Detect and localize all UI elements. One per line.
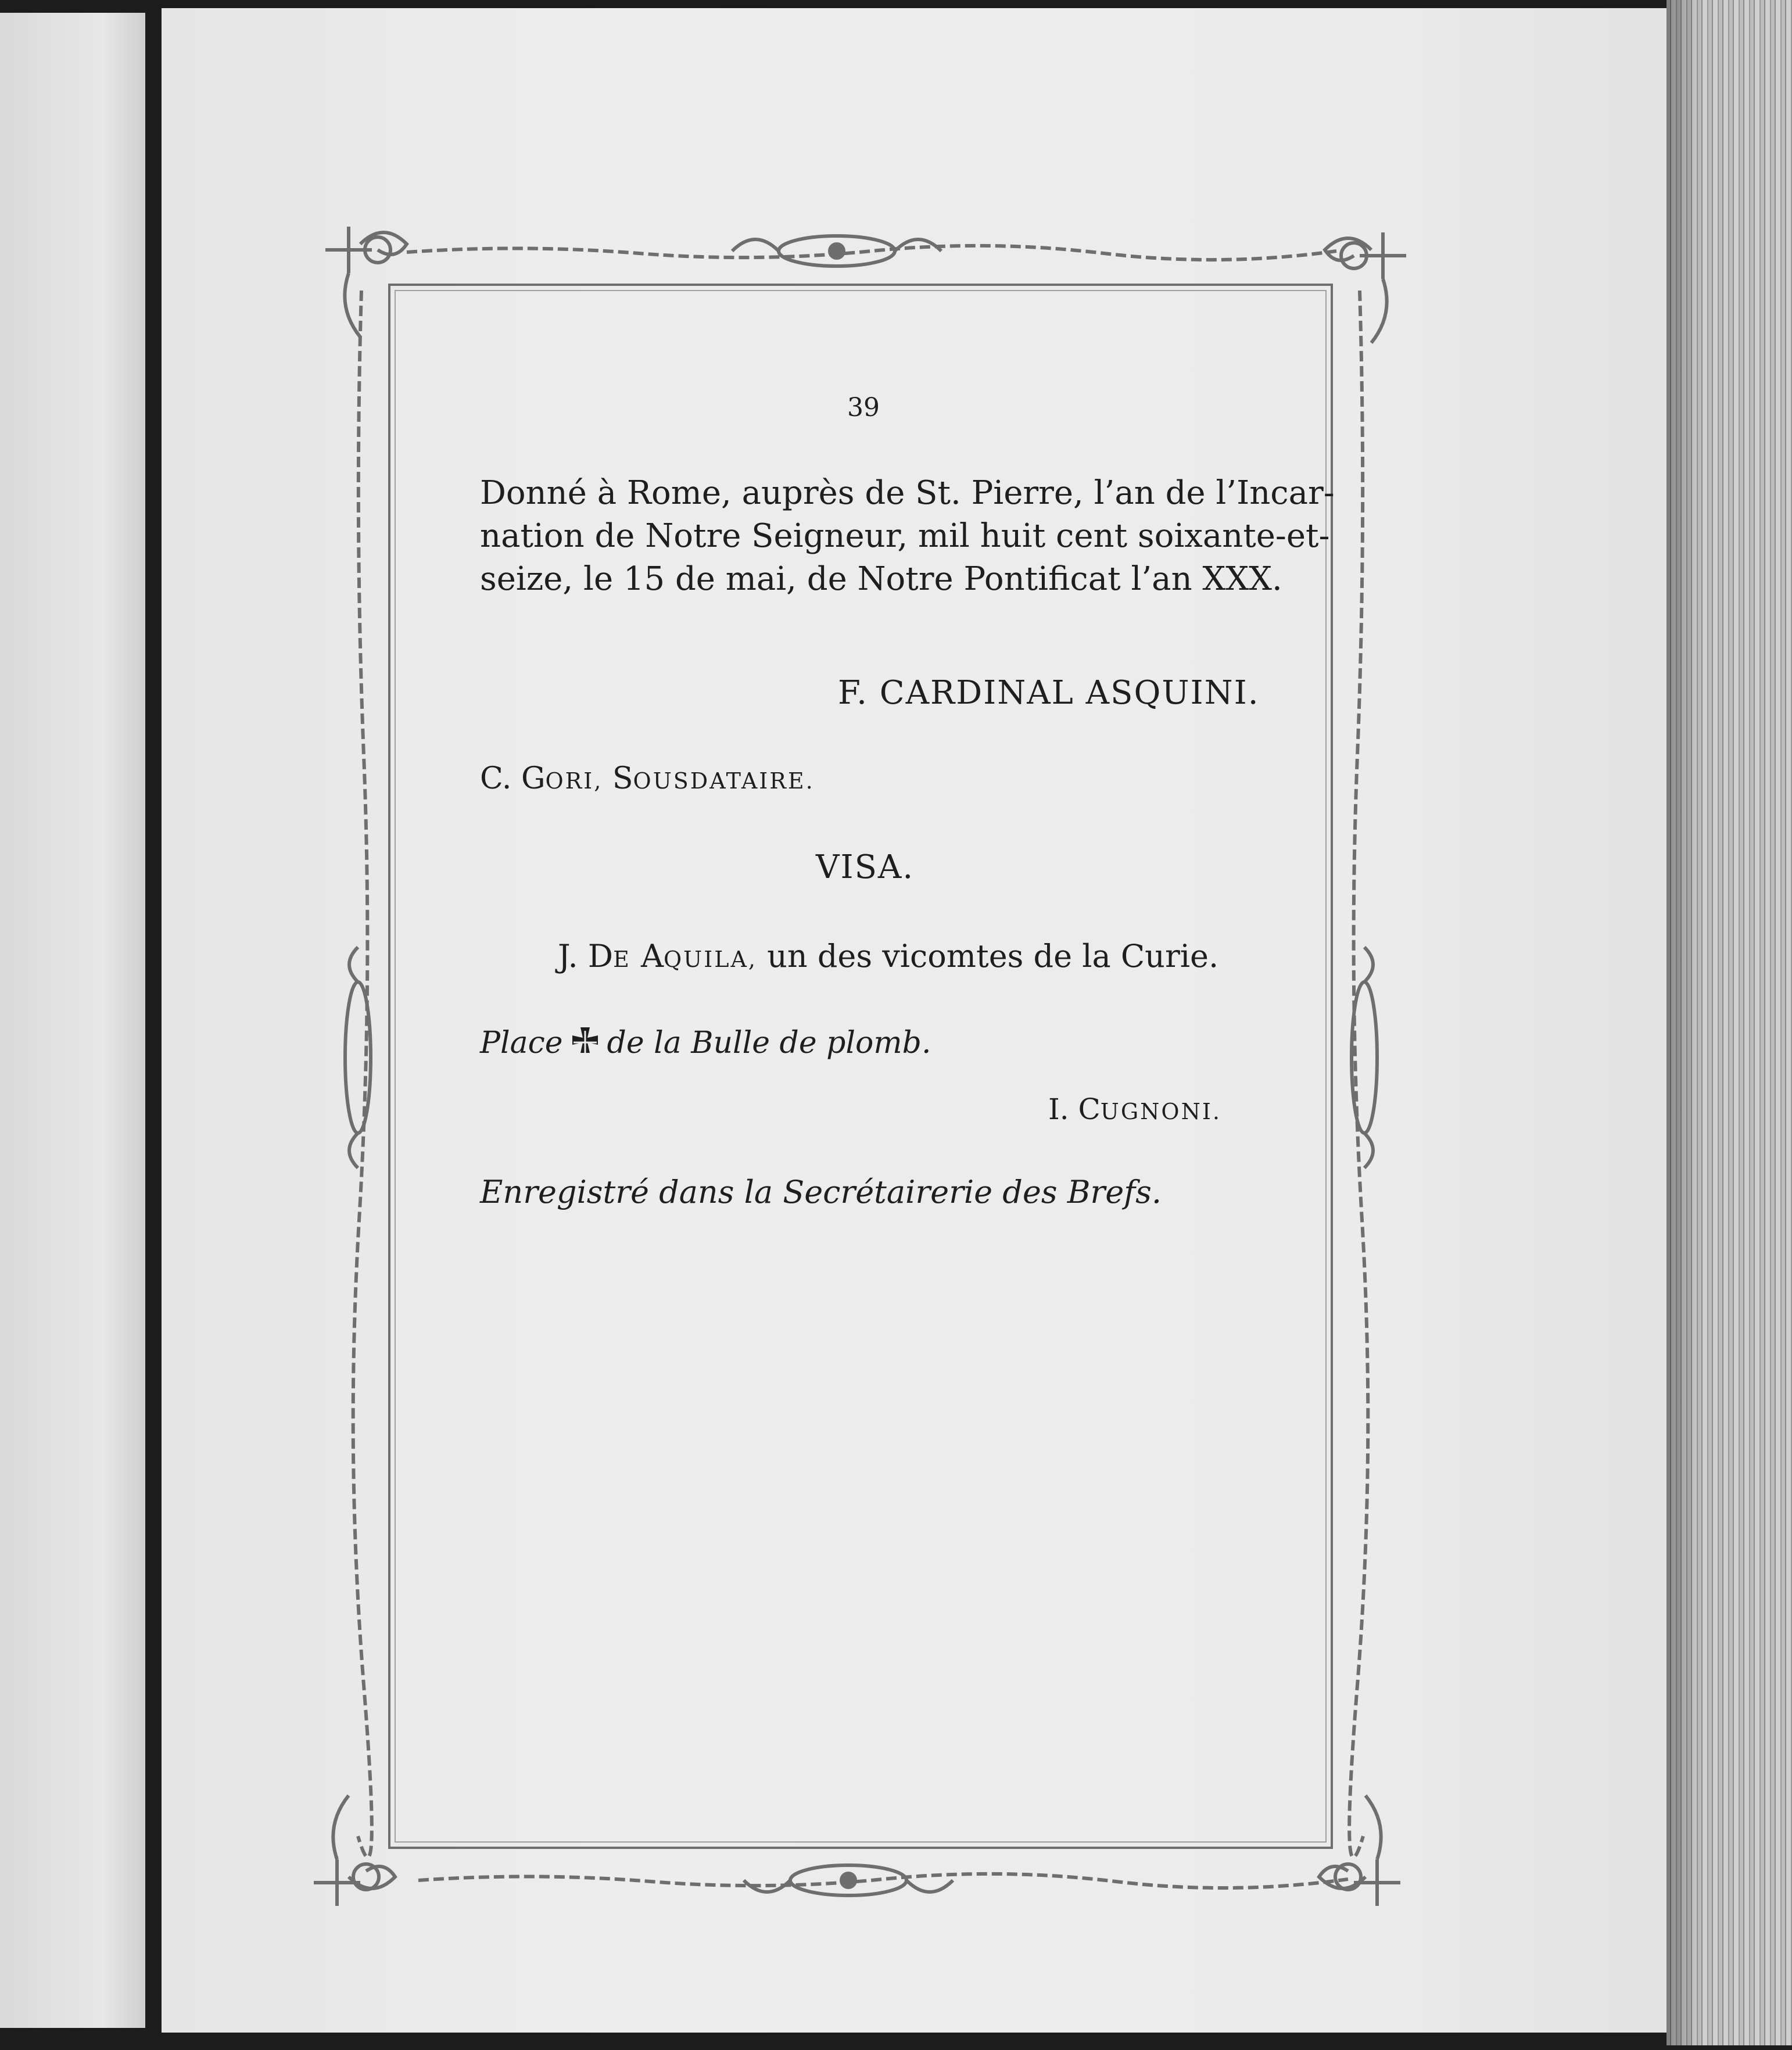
cugnoni-name: UGNONI.: [1100, 1099, 1221, 1124]
visa-heading: VISA.: [816, 848, 915, 886]
aquila-name: QUILA,: [664, 947, 757, 972]
top-center-ornament: [732, 236, 941, 266]
paragraph-line-2: nation de Notre Seigneur, mil huit cent soixante-et-: [480, 517, 1330, 555]
registered-line: Enregistré dans la Secrétairerie des Brefs.: [480, 1174, 1162, 1210]
gori-title-initial: S: [612, 761, 633, 796]
frame-bottom-vine: [418, 1874, 1348, 1888]
frame-top-vine: [407, 246, 1336, 260]
aquila-initial: J. D: [558, 938, 614, 974]
corner-ornament-bottom-left: [314, 1795, 395, 1906]
aquila-space: [631, 938, 641, 974]
aquila-signature: [558, 938, 1218, 974]
cugnoni-initial: I. C: [1048, 1092, 1101, 1126]
aquila-rest: un des vicomtes de la Curie.: [757, 938, 1219, 974]
cardinal-signature: F. CARDINAL ASQUINI.: [838, 674, 1260, 712]
bottom-center-ornament: [744, 1865, 953, 1895]
paragraph-line-1: Donné à Rome, auprès de St. Pierre, l’an de l’Incar-: [480, 474, 1335, 512]
gori-space: [603, 761, 612, 796]
sousdataire-signature: [480, 761, 815, 796]
seal-line-after: de la Bulle de plomb.: [607, 1026, 931, 1060]
gori-name: ORI,: [545, 768, 603, 794]
page-number: 39: [847, 393, 880, 422]
gori-initial: C. G: [480, 761, 546, 796]
aquila-name-initial: A: [641, 938, 664, 974]
paragraph-line-3: seize, le 15 de mai, de Notre Pontificat l’an XXX.: [480, 560, 1282, 598]
seal-line: [480, 1025, 931, 1060]
cross-pattee-icon: [568, 1025, 603, 1060]
cugnoni-signature: [1048, 1092, 1221, 1126]
seal-line-before: Place: [480, 1026, 563, 1060]
corner-ornament-top-right: [1325, 232, 1406, 343]
aquila-de: E: [613, 947, 631, 972]
gori-title: OUSDATAIRE.: [633, 768, 815, 794]
